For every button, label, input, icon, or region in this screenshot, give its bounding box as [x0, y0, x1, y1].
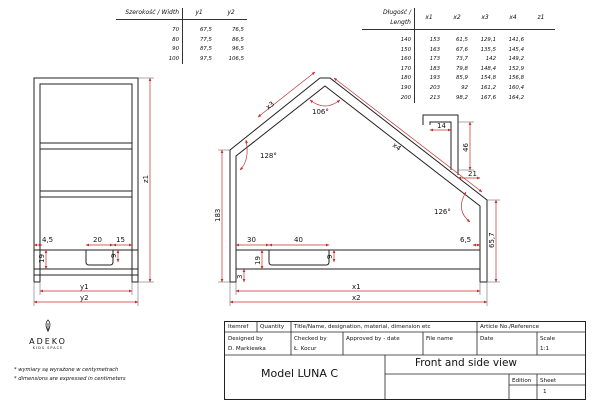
side-dim-x2: x2: [352, 294, 361, 302]
cell: 164,2: [508, 94, 524, 101]
company-logo: [18, 318, 78, 350]
designed-by-label: Designed by: [228, 336, 263, 342]
edition-label: Edition: [512, 378, 532, 384]
approved-by-label: Approved by - date: [346, 336, 400, 342]
cell: 145,4: [508, 46, 524, 53]
checker-name: Ł. Kocur: [294, 346, 317, 352]
cell: 67,5: [199, 27, 212, 33]
front-dim-y1: y1: [80, 283, 89, 291]
side-dim-x3: x3: [264, 99, 277, 112]
logo-name: ADEKO: [29, 337, 67, 346]
side-dim-9: 9: [326, 254, 334, 259]
front-dim-y2: y2: [80, 294, 89, 302]
x4-header: x4: [499, 8, 527, 30]
note-polish: * wymiary są wyrażone w centymetrach: [14, 367, 119, 373]
cell: 73,7: [455, 56, 468, 63]
cell: 100: [116, 55, 183, 65]
side-dim-21: 21: [468, 170, 477, 178]
cell: 203: [429, 84, 440, 91]
cell: 67,6: [455, 46, 468, 53]
cell: 77,5: [199, 36, 212, 43]
cell: 200: [362, 94, 415, 104]
side-dim-6-5: 6,5: [460, 236, 472, 244]
cell: 154,8: [480, 75, 496, 82]
date-label: Date: [480, 336, 494, 342]
cell: 193: [429, 75, 440, 82]
cell: 87,5: [199, 46, 212, 53]
front-view: [34, 78, 138, 282]
cell: 97,5: [199, 55, 212, 62]
y1-header: y1: [183, 8, 216, 20]
sheet-value: 1: [543, 389, 547, 395]
front-dimensions: [34, 78, 150, 302]
cell: 149,2: [508, 56, 524, 63]
front-dim-4-5: 4,5: [42, 236, 54, 244]
front-dim-15: 15: [116, 236, 125, 244]
side-angle-126: 126°: [434, 208, 451, 216]
cell: 148,4: [480, 65, 496, 72]
view-title: Front and side view: [415, 357, 518, 369]
scale-label: Scale: [540, 336, 556, 342]
cell: 79,8: [455, 65, 468, 72]
side-angle-106: 106°: [312, 108, 329, 116]
cell: 129,1: [480, 37, 496, 43]
cell: 156,8: [508, 75, 524, 82]
scale-value: 1:1: [540, 346, 550, 352]
side-angle-128: 128°: [260, 152, 277, 160]
cell: 213: [429, 94, 440, 101]
article-label: Article No./Reference: [480, 324, 540, 330]
cell: 76,5: [231, 27, 244, 33]
front-extension-lines: [34, 78, 154, 306]
title-name-label: Title/Name, designation, material, dimension etc: [294, 324, 431, 330]
side-dim-46: 46: [462, 143, 470, 152]
y2-header: y2: [215, 8, 247, 20]
cell: 106,5: [228, 55, 244, 62]
cell: 173: [429, 56, 440, 63]
side-dim-3: 3: [236, 274, 244, 279]
cell: 180: [362, 74, 415, 84]
front-dim-20: 20: [93, 236, 102, 244]
front-frame-outer: [34, 78, 138, 275]
side-bottom-board: [236, 250, 480, 269]
cell: 161,2: [480, 84, 496, 91]
cell: 61,5: [455, 37, 468, 43]
front-dim-9: 9: [110, 253, 118, 258]
leaf-logo-icon: [41, 319, 55, 333]
notes: [14, 366, 126, 384]
cell: 142: [485, 56, 496, 63]
cell: 86,5: [231, 36, 244, 43]
front-dim-z1: z1: [142, 174, 150, 183]
checked-by-label: Checked by: [294, 336, 327, 342]
cell: 140: [362, 30, 415, 46]
side-dim-40: 40: [294, 236, 303, 244]
cell: 141,6: [508, 37, 524, 43]
file-name-label: File name: [426, 336, 454, 342]
note-english: * dimensions are expressed in centimeters: [14, 376, 126, 382]
quantity-label: Quantity: [260, 324, 285, 330]
cell: 160,4: [508, 84, 524, 91]
model-title: Model LUNA C: [261, 367, 339, 380]
side-dim-x1: x1: [352, 283, 361, 291]
cell: 98,2: [455, 94, 468, 101]
x2-header: x2: [443, 8, 471, 30]
cell: 183: [429, 65, 440, 72]
cell: 85,9: [455, 75, 468, 82]
title-block-grid: [225, 322, 585, 399]
cell: 167,6: [480, 94, 496, 101]
side-dim-183: 183: [214, 208, 222, 222]
logo-subtitle: KIDS SPACE: [32, 346, 64, 350]
side-cutout: [269, 250, 329, 265]
side-dim-14: 14: [437, 122, 446, 130]
cell: 190: [362, 84, 415, 94]
cell: 135,5: [480, 46, 496, 53]
cell: 96,5: [231, 46, 244, 53]
cell: 70: [116, 20, 183, 36]
itemref-label: Itemref: [228, 324, 249, 330]
length-header: Długość / Length: [362, 8, 415, 30]
side-dim-x4: x4: [390, 141, 403, 153]
cell: 153: [429, 37, 440, 43]
designer-name: D. Markiewka: [228, 346, 266, 352]
cell: 160: [362, 55, 415, 65]
cell: 90: [116, 45, 183, 55]
cell: 150: [362, 46, 415, 56]
front-dim-19: 19: [38, 254, 46, 263]
cell: 163: [429, 46, 440, 53]
sheet-label: Sheet: [540, 378, 557, 384]
side-dim-30: 30: [247, 236, 256, 244]
cell: 92: [461, 84, 468, 91]
title-block: [224, 321, 586, 400]
x3-header: x3: [471, 8, 499, 30]
front-rail-upper: [40, 143, 132, 149]
z1-header: z1: [527, 8, 555, 30]
cell: 152,9: [508, 65, 524, 72]
cell: 80: [116, 36, 183, 46]
width-header: Szerokość / Width: [116, 8, 183, 20]
side-dim-65-7: 65,7: [488, 232, 496, 248]
front-rail-lower: [40, 191, 132, 197]
cell: 170: [362, 65, 415, 75]
x1-header: x1: [415, 8, 444, 30]
side-dim-19: 19: [254, 256, 262, 265]
front-cutout: [86, 250, 113, 265]
